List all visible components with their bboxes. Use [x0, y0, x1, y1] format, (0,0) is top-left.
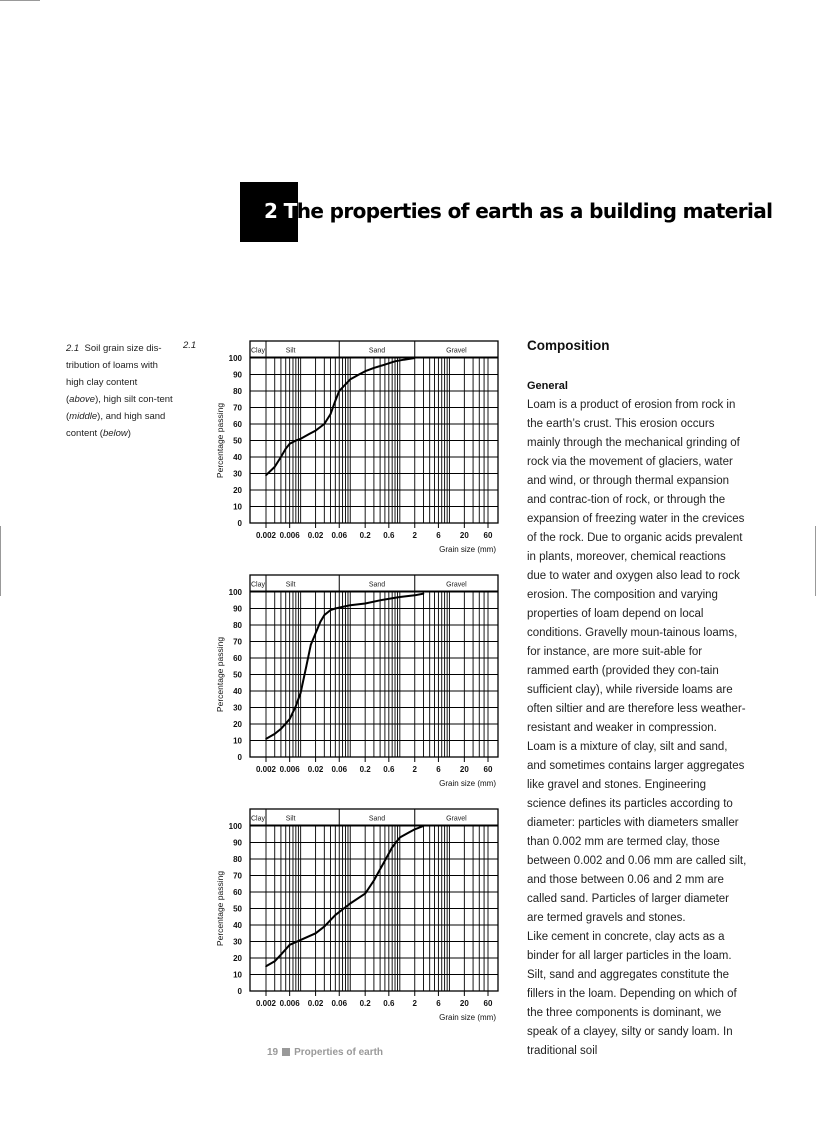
x-tick-label: 0.002	[255, 531, 277, 540]
data-point	[280, 728, 282, 730]
x-tick-label: 0.06	[331, 531, 348, 540]
x-tick-label: 2	[412, 531, 417, 540]
caption-part: tribution of loams with high clay content (	[66, 360, 158, 405]
paragraph-1: Loam is a product of erosion from rock in the earth’s crust. This erosion occurs mainly through the mechanical grinding of rock via the movement of glaciers, water and wind, or through thermal expansion and contrac-tion of rock, or through the expansion of freezing water in the crevices of the rock. Due to organic acids prevalent in plants, moreover, chemical reactions due to water and oxygen also lead to rock erosion. The composition and varying properties of loam depend on local conditions. Gravelly moun-tainous loams, for instance, are more suit-able for rammed earth (provided they con-tain sufficient clay), while riverside loams are often siltier and are therefore less weather-resistant and weaker in compression.	[527, 399, 746, 734]
caption-part: Soil grain size dis-	[84, 343, 162, 354]
x-tick-label: 0.2	[359, 999, 371, 1008]
data-point	[274, 733, 276, 735]
x-tick-label: 0.2	[359, 765, 371, 774]
paragraph-2: Loam is a mixture of clay, silt and sand, and sometimes contains larger aggregates like gravel and stones. Engineering science defines its particles according to diameter: particles with diameters smaller than 0.002 mm are termed clay, those between 0.002 and 0.06 mm are called silt, and those between 0.06 and 2 mm are called sand. Particles of larger diameter are termed gravels and stones.	[527, 741, 747, 924]
caption-part: ), high silt con-tent (	[66, 394, 173, 422]
crop-mark-left	[0, 526, 1, 596]
data-point	[295, 705, 297, 707]
y-tick-label: 50	[233, 904, 242, 914]
x-tick-label: 20	[459, 999, 469, 1008]
data-point	[373, 367, 375, 369]
footer-square-icon	[282, 1048, 290, 1056]
crop-mark-top	[0, 0, 40, 1]
y-tick-label: 70	[233, 403, 242, 413]
y-tick-label: 60	[233, 888, 242, 897]
zone-label: Gravel	[446, 581, 467, 589]
data-point	[285, 448, 287, 450]
zone-label: Sand	[368, 347, 386, 355]
y-tick-label: 40	[233, 687, 242, 696]
data-point	[335, 608, 337, 610]
data-point	[324, 614, 326, 616]
data-point	[274, 466, 276, 468]
data-point	[338, 390, 340, 392]
page-number: 19	[267, 1047, 279, 1058]
data-point	[358, 374, 360, 376]
zone-label: Clay	[250, 347, 266, 355]
chart-svg	[210, 335, 510, 1035]
caption-part: above	[69, 394, 96, 405]
zone-label: Clay	[250, 581, 266, 589]
zone-label: Silt	[285, 815, 296, 823]
data-point	[394, 361, 396, 363]
data-point	[265, 738, 267, 740]
zone-label: Sand	[368, 815, 386, 823]
y-tick-label: 80	[233, 621, 242, 630]
caption-part: ), and high sand content (	[66, 411, 166, 439]
y-axis-label: Percentage passing	[215, 402, 225, 479]
data-point	[423, 593, 425, 595]
data-point	[324, 423, 326, 425]
x-tick-label: 0.2	[359, 531, 371, 540]
y-tick-label: 40	[233, 921, 242, 930]
data-point	[295, 440, 297, 442]
x-tick-label: 6	[436, 531, 441, 540]
grain-size-charts	[210, 335, 510, 1035]
y-tick-label: 80	[233, 387, 242, 396]
x-tick-label: 0.06	[331, 999, 348, 1008]
figure-label: 2.1	[183, 340, 197, 351]
x-tick-label: 0.02	[307, 765, 324, 774]
data-point	[403, 359, 405, 361]
x-axis-label: Grain size (mm)	[439, 545, 496, 554]
data-point	[265, 474, 267, 476]
data-point	[414, 829, 416, 831]
x-tick-label: 0.006	[279, 999, 300, 1008]
data-point	[280, 456, 282, 458]
y-tick-label: 90	[233, 604, 242, 614]
zone-label: Silt	[285, 347, 296, 355]
y-tick-label: 100	[228, 822, 242, 831]
zone-label: Silt	[285, 581, 296, 589]
paragraph-3: Like cement in concrete, clay acts as a binder for all larger particles in the loam. Silt, sand and aggregates constitute the fillers in the loam. Depending on which of the three components is dominant, we speak of a clayey, silty or sandy loam. In traditional soil	[527, 931, 737, 1057]
data-point	[265, 965, 267, 967]
data-point	[310, 644, 312, 646]
y-tick-label: 20	[233, 954, 242, 963]
y-tick-label: 90	[233, 838, 242, 848]
x-tick-label: 0.002	[255, 765, 277, 774]
data-point	[315, 932, 317, 934]
data-point	[330, 413, 332, 415]
x-tick-label: 2	[412, 765, 417, 774]
y-axis-label: Percentage passing	[215, 870, 225, 947]
data-point	[335, 914, 337, 916]
footer-section: Properties of earth	[294, 1047, 384, 1058]
y-tick-label: 0	[237, 753, 242, 762]
y-tick-label: 50	[233, 670, 242, 680]
data-point	[306, 665, 308, 667]
x-tick-label: 0.02	[307, 999, 324, 1008]
y-tick-label: 10	[233, 502, 242, 512]
x-tick-label: 0.6	[383, 531, 395, 540]
data-point	[399, 596, 401, 598]
x-axis-label: Grain size (mm)	[439, 1013, 496, 1022]
x-tick-label: 60	[483, 765, 493, 774]
x-tick-label: 6	[436, 999, 441, 1008]
zone-label: Sand	[368, 581, 386, 589]
y-tick-label: 60	[233, 654, 242, 663]
page-footer	[267, 1047, 383, 1058]
data-point	[349, 604, 351, 606]
data-point	[330, 609, 332, 611]
y-tick-label: 70	[233, 637, 242, 647]
x-tick-label: 0.002	[255, 999, 277, 1008]
caption-part: )	[127, 428, 131, 439]
data-point	[384, 364, 386, 366]
y-tick-label: 100	[228, 588, 242, 597]
data-point	[289, 718, 291, 720]
y-tick-label: 80	[233, 855, 242, 864]
y-tick-label: 30	[233, 703, 242, 713]
data-point	[345, 384, 347, 386]
x-tick-label: 0.06	[331, 765, 348, 774]
data-point	[423, 825, 425, 827]
data-point	[391, 847, 393, 849]
y-axis-label: Percentage passing	[215, 636, 225, 713]
x-tick-label: 2	[412, 999, 417, 1008]
data-point	[315, 430, 317, 432]
figure-caption	[66, 340, 174, 442]
x-axis-label: Grain size (mm)	[439, 779, 496, 788]
section-heading: Composition	[527, 338, 610, 353]
y-tick-label: 10	[233, 970, 242, 980]
x-tick-label: 60	[483, 531, 493, 540]
y-tick-label: 20	[233, 720, 242, 729]
y-tick-label: 50	[233, 436, 242, 446]
data-point	[289, 944, 291, 946]
data-point	[399, 837, 401, 839]
data-point	[384, 860, 386, 862]
y-tick-label: 30	[233, 937, 242, 947]
y-tick-label: 40	[233, 453, 242, 462]
data-point	[300, 438, 302, 440]
data-point	[349, 379, 351, 381]
x-tick-label: 20	[459, 765, 469, 774]
data-point	[373, 880, 375, 882]
x-tick-label: 6	[436, 765, 441, 774]
x-tick-label: 0.006	[279, 765, 300, 774]
y-tick-label: 20	[233, 486, 242, 495]
data-point	[364, 370, 366, 372]
body-text-column	[527, 336, 747, 1061]
zone-label: Gravel	[446, 347, 467, 355]
data-point	[300, 692, 302, 694]
data-point	[300, 939, 302, 941]
data-point	[320, 621, 322, 623]
y-tick-label: 60	[233, 420, 242, 429]
x-tick-label: 60	[483, 999, 493, 1008]
y-tick-label: 90	[233, 370, 242, 380]
data-point	[379, 599, 381, 601]
chapter-title: 2 The properties of earth as a building material	[264, 199, 773, 223]
caption-part: below	[102, 428, 128, 439]
data-point	[289, 443, 291, 445]
caption-number: 2.1	[66, 343, 80, 354]
data-point	[324, 926, 326, 928]
data-point	[335, 400, 337, 402]
y-tick-label: 0	[237, 519, 242, 528]
x-tick-label: 0.6	[383, 765, 395, 774]
data-point	[364, 893, 366, 895]
data-point	[349, 903, 351, 905]
caption-part: middle	[69, 411, 98, 422]
zone-label: Clay	[250, 815, 266, 823]
subsection-heading: General	[527, 380, 568, 392]
y-tick-label: 100	[228, 354, 242, 363]
y-tick-label: 70	[233, 871, 242, 881]
y-tick-label: 0	[237, 987, 242, 996]
data-point	[414, 595, 416, 597]
x-tick-label: 20	[459, 531, 469, 540]
x-tick-label: 0.02	[307, 531, 324, 540]
data-point	[309, 433, 311, 435]
data-point	[364, 603, 366, 605]
zone-label: Gravel	[446, 815, 467, 823]
x-tick-label: 0.006	[279, 531, 300, 540]
data-point	[315, 632, 317, 634]
y-tick-label: 10	[233, 736, 242, 746]
data-point	[408, 832, 410, 834]
data-point	[274, 961, 276, 963]
data-point	[280, 954, 282, 956]
caption-text	[66, 343, 173, 439]
y-tick-label: 30	[233, 469, 242, 479]
data-point	[414, 357, 416, 359]
x-tick-label: 0.6	[383, 999, 395, 1008]
data-point	[342, 606, 344, 608]
